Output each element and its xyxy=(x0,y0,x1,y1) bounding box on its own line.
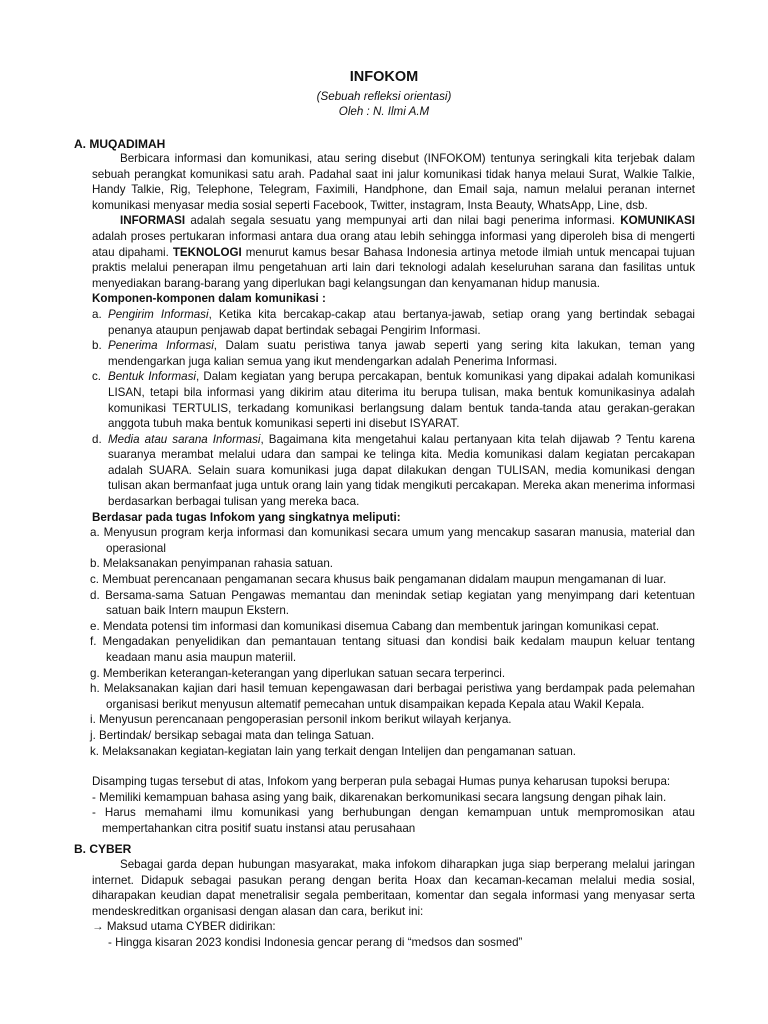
humas-item: - Memiliki kemampuan bahasa asing yang baik, dikarenakan berkomunikasi secara langsung dengan pihak lain. xyxy=(92,790,667,804)
component-text: , Dalam kegiatan yang berupa percakapan, bentuk komunikasi yang dipakai adalah komunikasi LISAN, tetapi bila informasi yang dikirim atau diterima itu berupa tulisan, maka bentuk komunikasinya adalah komunikasi TERTULIS, terkadang komunikasi berlangsung dalam bentuk tanda-tanda atau gerakan-gerakan anggota tubuh maka bentuk komunikasi seperti ini disebut ISYARAT. xyxy=(108,370,695,431)
component-term: Penerima Informasi xyxy=(108,339,214,353)
task-item: f. Mengadakan penyelidikan dan pemantauan tentang situasi dan kondisi baik kedalam maupun keluar tentang keadaan manu asia maupun materiil. xyxy=(90,635,695,664)
task-item: b. Melaksanakan penyimpanan rahasia satuan. xyxy=(90,557,333,571)
cyber-point: → Maksud utama CYBER didirikan: xyxy=(92,920,276,934)
section-b-heading: B. CYBER xyxy=(74,842,132,856)
components-heading: Komponen-komponen dalam komunikasi : xyxy=(92,292,326,306)
component-item xyxy=(92,432,695,510)
tasks-heading: Berdasar pada tugas Infokom yang singkatnya meliputi: xyxy=(92,510,401,524)
cyber-paragraph: Sebagai garda depan hubungan masyarakat, maka infokom diharapkan juga siap berperang melalui jaringan internet. Didapuk sebagai pasukan perang dengan berita Hoax dan kecaman-kecaman melalui media sosial, diharapakan keudian dapat menetralisir segala pemberitaan, komentar dan segala informasi yang menyasar serta mendeskreditkan organisasi dengan alasan dan cara, berikut ini: xyxy=(92,858,695,918)
term-informasi: INFORMASI xyxy=(120,214,186,228)
section-a-heading: A. MUQADIMAH xyxy=(74,137,166,151)
component-text: , Ketika kita bercakap-cakap atau bertanya-jawab, setiap orang yang bertindak sebagai penanya ataupun penjawab dapat bertindak sebagai Pengirim Informasi. xyxy=(108,307,695,337)
tasks-list xyxy=(90,525,695,759)
cyber-subpoint: - Hingga kisaran 2023 kondisi Indonesia gencar perang di “medsos dan sosmed” xyxy=(108,935,523,949)
component-label: a. xyxy=(92,307,102,321)
definition-informasi: adalah segala sesuatu yang mempunyai arti dan nilai bagi penerima informasi. xyxy=(185,214,621,228)
document-subtitle: (Sebuah refleksi orientasi) xyxy=(316,90,452,103)
component-text: , Bagaimana kita mengetahui kalau pertanyaan kita telah dijawab ? Tentu karena suaranya merambat melalui udara dan sampai ke telinga kita. Media komunikasi dalam kegiatan percakapan adalah SUARA. Selain suara komunikasi juga dapat dilakukan dengan TULISAN, media komunikasi dengan tulisan akan bermanfaat juga untuk orang lain yang tidak mengikuti percakapan. Mereka akan menerima informasi berdasarkan berbagai tulisan yang mereka baca. xyxy=(108,432,696,509)
section-b-body xyxy=(92,857,695,951)
task-item: g. Memberikan keterangan-keterangan yang diperlukan satuan secara terperinci. xyxy=(90,666,506,680)
component-term: Media atau sarana Informasi xyxy=(108,432,261,446)
humas-item: - Harus memahami ilmu komunikasi yang berhubungan dengan kemampuan untuk mempromosikan atau mempertahankan citra positif suatu instansi atau perusahaan xyxy=(92,806,695,835)
task-item: a. Menyusun program kerja informasi dan komunikasi secara umum yang mencakup sasaran manusia, material dan operasional xyxy=(90,526,695,555)
muqadimah-paragraph-1: Berbicara informasi dan komunikasi, atau sering disebut (INFOKOM) tentunya seringkali kita terjebak dalam sebuah perangkat komunikasi satu arah. Padahal saat ini jalur komunikasi tidak hanya melaui Surat, Walkie Talkie, Handy Talkie, Rig, Telephone, Telegram, Faximili, Handphone, dan Email saja, namun melalui peranan internet komunikasi menyasar media sosial seperti Facebook, Twitter, instagram, Insta Beauty, WhatsApp, Line, dsb. xyxy=(92,152,695,212)
document-title: INFOKOM xyxy=(349,69,419,85)
humas-intro: Disamping tugas tersebut di atas, Infokom yang berperan pula sebagai Humas punya keharusan tupoksi berupa: xyxy=(92,775,671,789)
task-item: i. Menyusun perencanaan pengoperasian personil inkom berikut wilayah kerjanya. xyxy=(90,713,512,727)
component-label: b. xyxy=(92,339,102,353)
muqadimah-paragraph-2 xyxy=(92,213,695,291)
task-item: d. Bersama-sama Satuan Pengawas memantau dan menindak setiap kegiatan yang menyimpang dari ketentuan satuan baik Intern maupun Ekstern. xyxy=(90,588,695,618)
term-komunikasi: KOMUNIKASI xyxy=(620,214,695,228)
term-teknologi: TEKNOLOGI xyxy=(172,245,242,259)
section-a-body xyxy=(92,151,695,837)
component-label: d. xyxy=(92,432,102,446)
component-item xyxy=(92,338,695,369)
task-item: c. Membuat perencanaan pengamanan secara khusus baik pengamanan didalam maupun mengamanan di luar. xyxy=(90,573,667,587)
components-list xyxy=(92,307,695,510)
definition-komunikasi: adalah proses pertukaran informasi antara dua orang atau lebih sehingga informasi yang diperoleh bisa di mengerti atau dipahami. xyxy=(92,229,695,259)
component-term: Bentuk Informasi xyxy=(108,370,196,384)
component-label: c. xyxy=(92,370,102,384)
definition-teknologi: menurut kamus besar Bahasa Indonesia artinya metode ilmiah untuk mencapai tujuan praktis melalui penerapan ilmu pengetahuan arti lain dari teknologi adalah keseluruhan sarana dan fasilitas untuk menyediakan barang-barang yang diperlukan bagi kelangsungan dan kenyamanan hidup manusia. xyxy=(92,245,696,290)
document-author: Oleh : N. Ilmi A.M xyxy=(338,105,430,118)
task-item: k. Melaksanakan kegiatan-kegiatan lain yang terkait dengan Intelijen dan pengamanan satuan. xyxy=(90,744,576,758)
task-item: j. Bertindak/ bersikap sebagai mata dan telinga Satuan. xyxy=(90,728,375,742)
component-item xyxy=(92,369,695,431)
component-text: , Dalam suatu peristiwa tanya jawab seperti yang sering kita lakukan, teman yang mendengarkan juga kalian semua yang ikut mendengarkan adalah Penerima Informasi. xyxy=(108,339,695,368)
component-term: Pengirim Informasi xyxy=(108,307,209,321)
component-item xyxy=(92,307,695,338)
task-item: e. Mendata potensi tim informasi dan komunikasi disemua Cabang dan membentuk jaringan komunikasi cepat. xyxy=(90,619,660,633)
task-item: h. Melaksanakan kajian dari hasil temuan kepengawasan dari berbagai peristiwa yang berdampak pada pelemahan organisasi berikut menyusun altematif pemecahan untuk disampaikan kepada Kepala atau Wakil Kepala. xyxy=(90,682,695,711)
